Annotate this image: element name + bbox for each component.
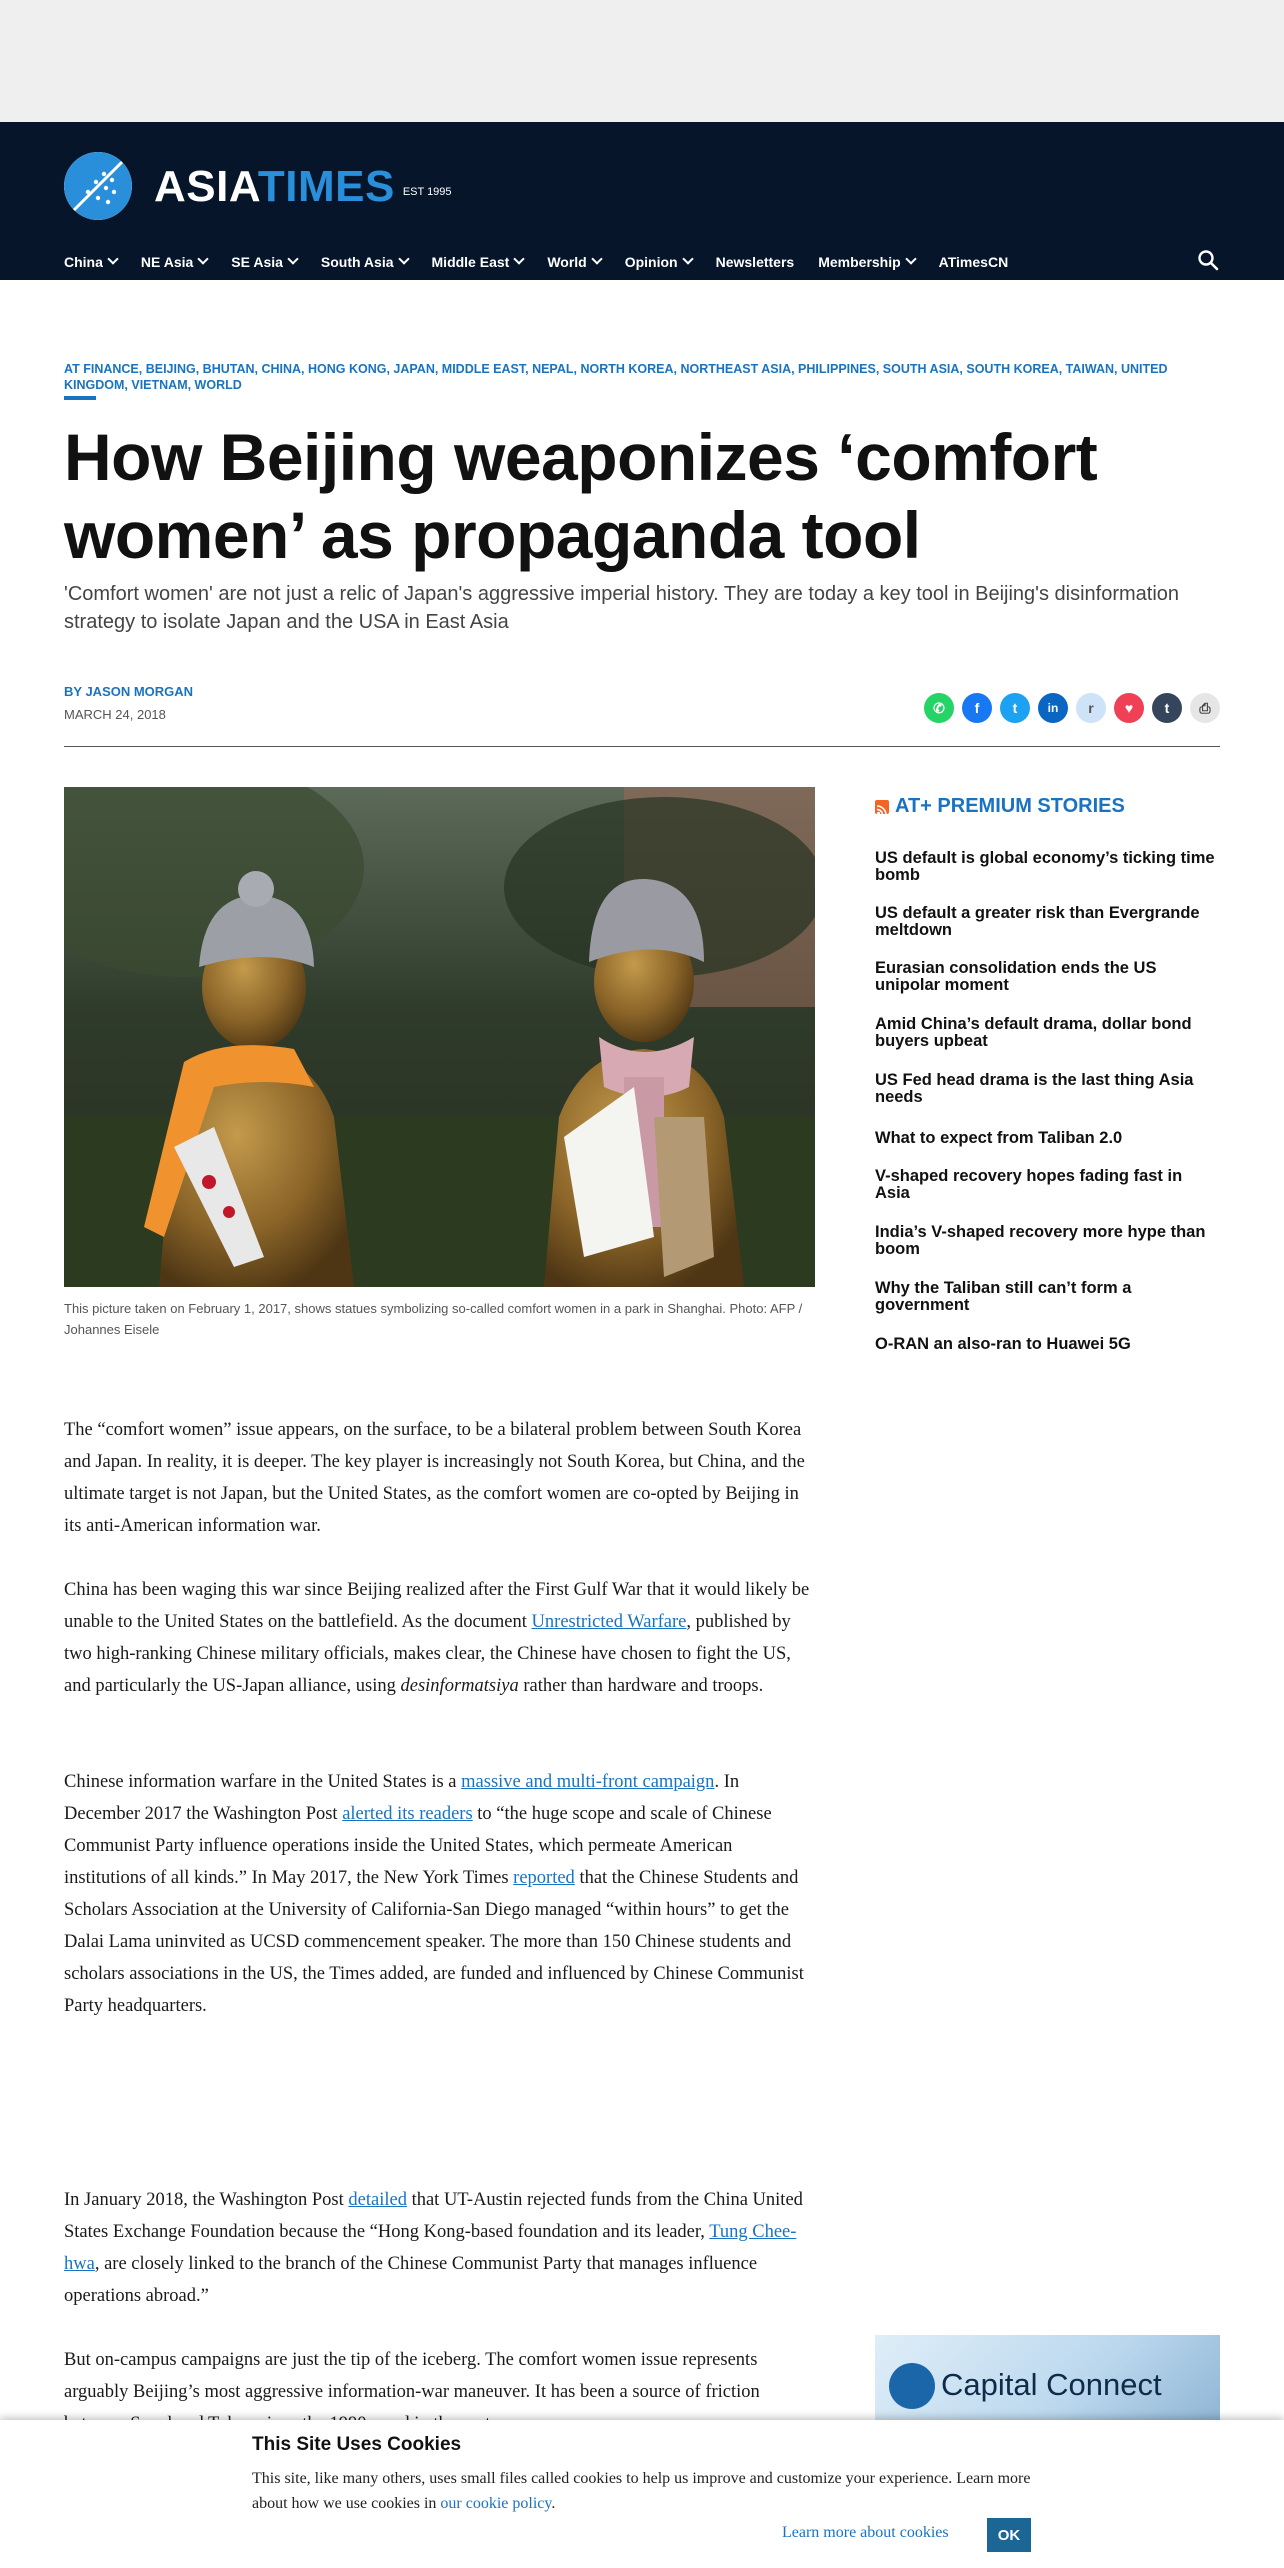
text: Chinese information warfare in the United States is a (64, 1772, 462, 1792)
nav-item-china[interactable] (64, 254, 117, 270)
link-tung-chee-hwa[interactable]: Tung Chee-hwa (64, 2222, 797, 2274)
text: rather than hardware and troops. (518, 1676, 764, 1696)
logo-word-times: TIMES (257, 162, 395, 211)
text: , are closely linked to the branch of the Chinese Communist Party that manages influence operations abroad.” (64, 2254, 758, 2306)
text: , published by two high-ranking Chinese military officials, makes clear, the Chinese have chosen to fight the US, and particularly the US-Japan alliance, using (64, 1612, 791, 1696)
nav-item-newsletters[interactable] (716, 254, 795, 270)
top-ad-banner (0, 0, 1284, 122)
text: . In December 2017 the Washington Post (64, 1772, 740, 1824)
article-paragraph-3 (64, 1766, 815, 2022)
publish-date: MARCH 24, 2018 (64, 707, 166, 722)
premium-story-link[interactable]: What to expect from Taliban 2.0 (875, 1129, 1123, 1147)
chevron-down-icon (682, 253, 693, 264)
nav-label: ATimesCN (938, 254, 1009, 270)
nav-label: Middle East (431, 254, 510, 270)
logo-word-asia: ASIA (154, 162, 258, 211)
cookie-ok-button[interactable]: OK (987, 2518, 1031, 2552)
chevron-down-icon (198, 253, 209, 264)
header-divider (64, 746, 1220, 747)
article-paragraph-4 (64, 2184, 815, 2312)
nav-label: NE Asia (140, 254, 194, 270)
chevron-down-icon (398, 253, 409, 264)
premium-story-link[interactable]: India’s V-shaped recovery more hype than boom (875, 1223, 1206, 1258)
ad-brand-text: Capital Connect (941, 2367, 1162, 2402)
link-massive-campaign[interactable]: massive and multi-front campaign (461, 1772, 715, 1792)
reddit-icon[interactable]: r (1076, 693, 1106, 723)
text: . (551, 2495, 556, 2512)
link-alerted-readers[interactable]: alerted its readers (342, 1804, 473, 1824)
nav-item-middle-east[interactable] (432, 254, 524, 270)
premium-story-link[interactable]: O-RAN an also-ran to Huawei 5G (875, 1335, 1131, 1353)
nav-label: SE Asia (231, 254, 283, 270)
cookie-banner (0, 2420, 1284, 2568)
premium-story-link[interactable]: Amid China’s default drama, dollar bond buyers upbeat (875, 1015, 1192, 1050)
link-unrestricted-warfare[interactable]: Unrestricted Warfare (531, 1612, 687, 1632)
chevron-down-icon (905, 253, 916, 264)
article-dek: 'Comfort women' are not just a relic of Japan's aggressive imperial history. They are today a key tool in Beijing's disinformation strategy to isolate Japan and the USA in East Asia (64, 583, 1180, 633)
search-icon[interactable] (1196, 248, 1220, 272)
ad-logo-icon (889, 2363, 935, 2409)
text: China has been waging this war since Beijing realized after the First Gulf War that it would likely be unable to the United States on the battlefield. As the document (64, 1580, 810, 1632)
premium-stories-title: AT+ PREMIUM STORIES (895, 795, 1125, 817)
cookie-policy-link[interactable]: our cookie policy (440, 2495, 552, 2512)
article-photo (64, 787, 815, 1287)
category-underline (64, 396, 96, 400)
text: In January 2018, the Washington Post (64, 2190, 349, 2210)
share-buttons (924, 693, 1228, 723)
text: that the Chinese Students and Scholars Association at the University of California-San Diego managed “within hours” to get the Dalai Lama uninvited as UCSD commencement speaker. The more than 150 Chinese students and scholars associations in the US, the Times added, are funded and influenced by Chinese Communist Party headquarters. (64, 1868, 804, 2016)
nav-item-south-asia[interactable] (321, 254, 408, 270)
nav-item-se-asia[interactable] (231, 254, 297, 270)
premium-story-link[interactable]: Eurasian consolidation ends the US unipolar moment (875, 959, 1157, 994)
nav-item-ne-asia[interactable] (141, 254, 207, 270)
text: that UT-Austin rejected funds from the China United States Exchange Foundation because the “Hong Kong-based foundation and its leader, (64, 2190, 803, 2242)
text: to “the huge scope and scale of Chinese Communist Party influence operations inside the United States, which permeate American institutions of all kinds.” In May 2017, the New York Times (64, 1804, 772, 1888)
nav-label: Membership (818, 254, 901, 270)
cookie-title: This Site Uses Cookies (252, 2434, 462, 2455)
premium-story-link[interactable]: Why the Taliban still can’t form a government (875, 1279, 1132, 1314)
author-link[interactable]: JASON MORGAN (85, 684, 194, 699)
site-logo[interactable] (64, 152, 452, 220)
article-paragraph-1: The “comfort women” issue appears, on the surface, to be a bilateral problem between South Korea and Japan. In reality, it is deeper. The key player is increasingly not South Korea, but China, and the ultimate target is not Japan, but the United States, as the comfort women are co-opted by Beijing in its anti-American information war. (64, 1420, 805, 1536)
main-navigation (64, 250, 1032, 274)
facebook-icon[interactable]: f (962, 693, 992, 723)
text: This site, like many others, uses small files called cookies to help us improve and customize your experience. Learn more about how we use cookies in (252, 2470, 1031, 2512)
article-paragraph-2 (64, 1574, 815, 1702)
nav-item-atimescn[interactable] (939, 254, 1009, 270)
premium-story-link[interactable]: US default a greater risk than Evergrande meltdown (875, 904, 1200, 939)
learn-more-cookies-link[interactable]: Learn more about cookies (782, 2524, 949, 2541)
article-categories[interactable]: AT FINANCE, BEIJING, BHUTAN, CHINA, HONG KONG, JAPAN, MIDDLE EAST, NEPAL, NORTH KOREA, NORTHEAST ASIA, PHILIPPINES, SOUTH ASIA, SOUTH KOREA, TAIWAN, UNITED KINGDOM, VIETNAM, WORLD (64, 362, 1168, 392)
nav-item-world[interactable] (547, 254, 600, 270)
emphasis-text: desinformatsiya (400, 1676, 519, 1696)
site-header (0, 122, 1284, 280)
logo-globe-icon (64, 152, 132, 220)
premium-story-link[interactable]: US default is global economy’s ticking time bomb (875, 849, 1215, 884)
pocket-icon[interactable]: ♥ (1114, 693, 1144, 723)
link-detailed[interactable]: detailed (348, 2190, 407, 2210)
nav-label: China (64, 254, 103, 270)
chevron-down-icon (514, 253, 525, 264)
nav-label: World (547, 254, 587, 270)
chevron-down-icon (591, 253, 602, 264)
premium-story-link[interactable]: US Fed head drama is the last thing Asia needs (875, 1071, 1194, 1106)
premium-stories-heading[interactable] (875, 795, 1125, 818)
nav-label: Newsletters (715, 254, 795, 270)
byline-prefix: BY (64, 684, 82, 699)
photo-caption: This picture taken on February 1, 2017, shows statues symbolizing so-called comfort women in a park in Shanghai. Photo: AFP / Johannes Eisele (64, 1301, 803, 1337)
article-headline: How Beijing weaponizes ‘comfort women’ as propaganda tool (64, 420, 1098, 572)
article-paragraph-5: But on-campus campaigns are just the tip of the iceberg. The comfort women issue represents arguably Beijing’s most aggressive information-war maneuver. It has been a source of friction (64, 2350, 760, 2402)
logo-wordmark (154, 162, 395, 212)
byline (64, 684, 193, 699)
premium-story-link[interactable]: V-shaped recovery hopes fading fast in Asia (875, 1167, 1183, 1202)
nav-item-opinion[interactable] (625, 254, 692, 270)
link-reported[interactable]: reported (513, 1868, 575, 1888)
chevron-down-icon (287, 253, 298, 264)
nav-label: South Asia (320, 254, 394, 270)
cookie-text (252, 2466, 1032, 2516)
nav-item-membership[interactable] (818, 254, 914, 270)
chevron-down-icon (107, 253, 118, 264)
twitter-icon[interactable]: t (1000, 693, 1030, 723)
logo-established: EST 1995 (402, 186, 452, 198)
tumblr-icon[interactable]: t (1152, 693, 1182, 723)
rss-icon (875, 800, 889, 814)
whatsapp-icon[interactable]: ✆ (924, 693, 954, 723)
linkedin-icon[interactable]: in (1038, 693, 1068, 723)
nav-label: Opinion (624, 254, 678, 270)
print-icon[interactable]: ⎙ (1190, 693, 1220, 723)
